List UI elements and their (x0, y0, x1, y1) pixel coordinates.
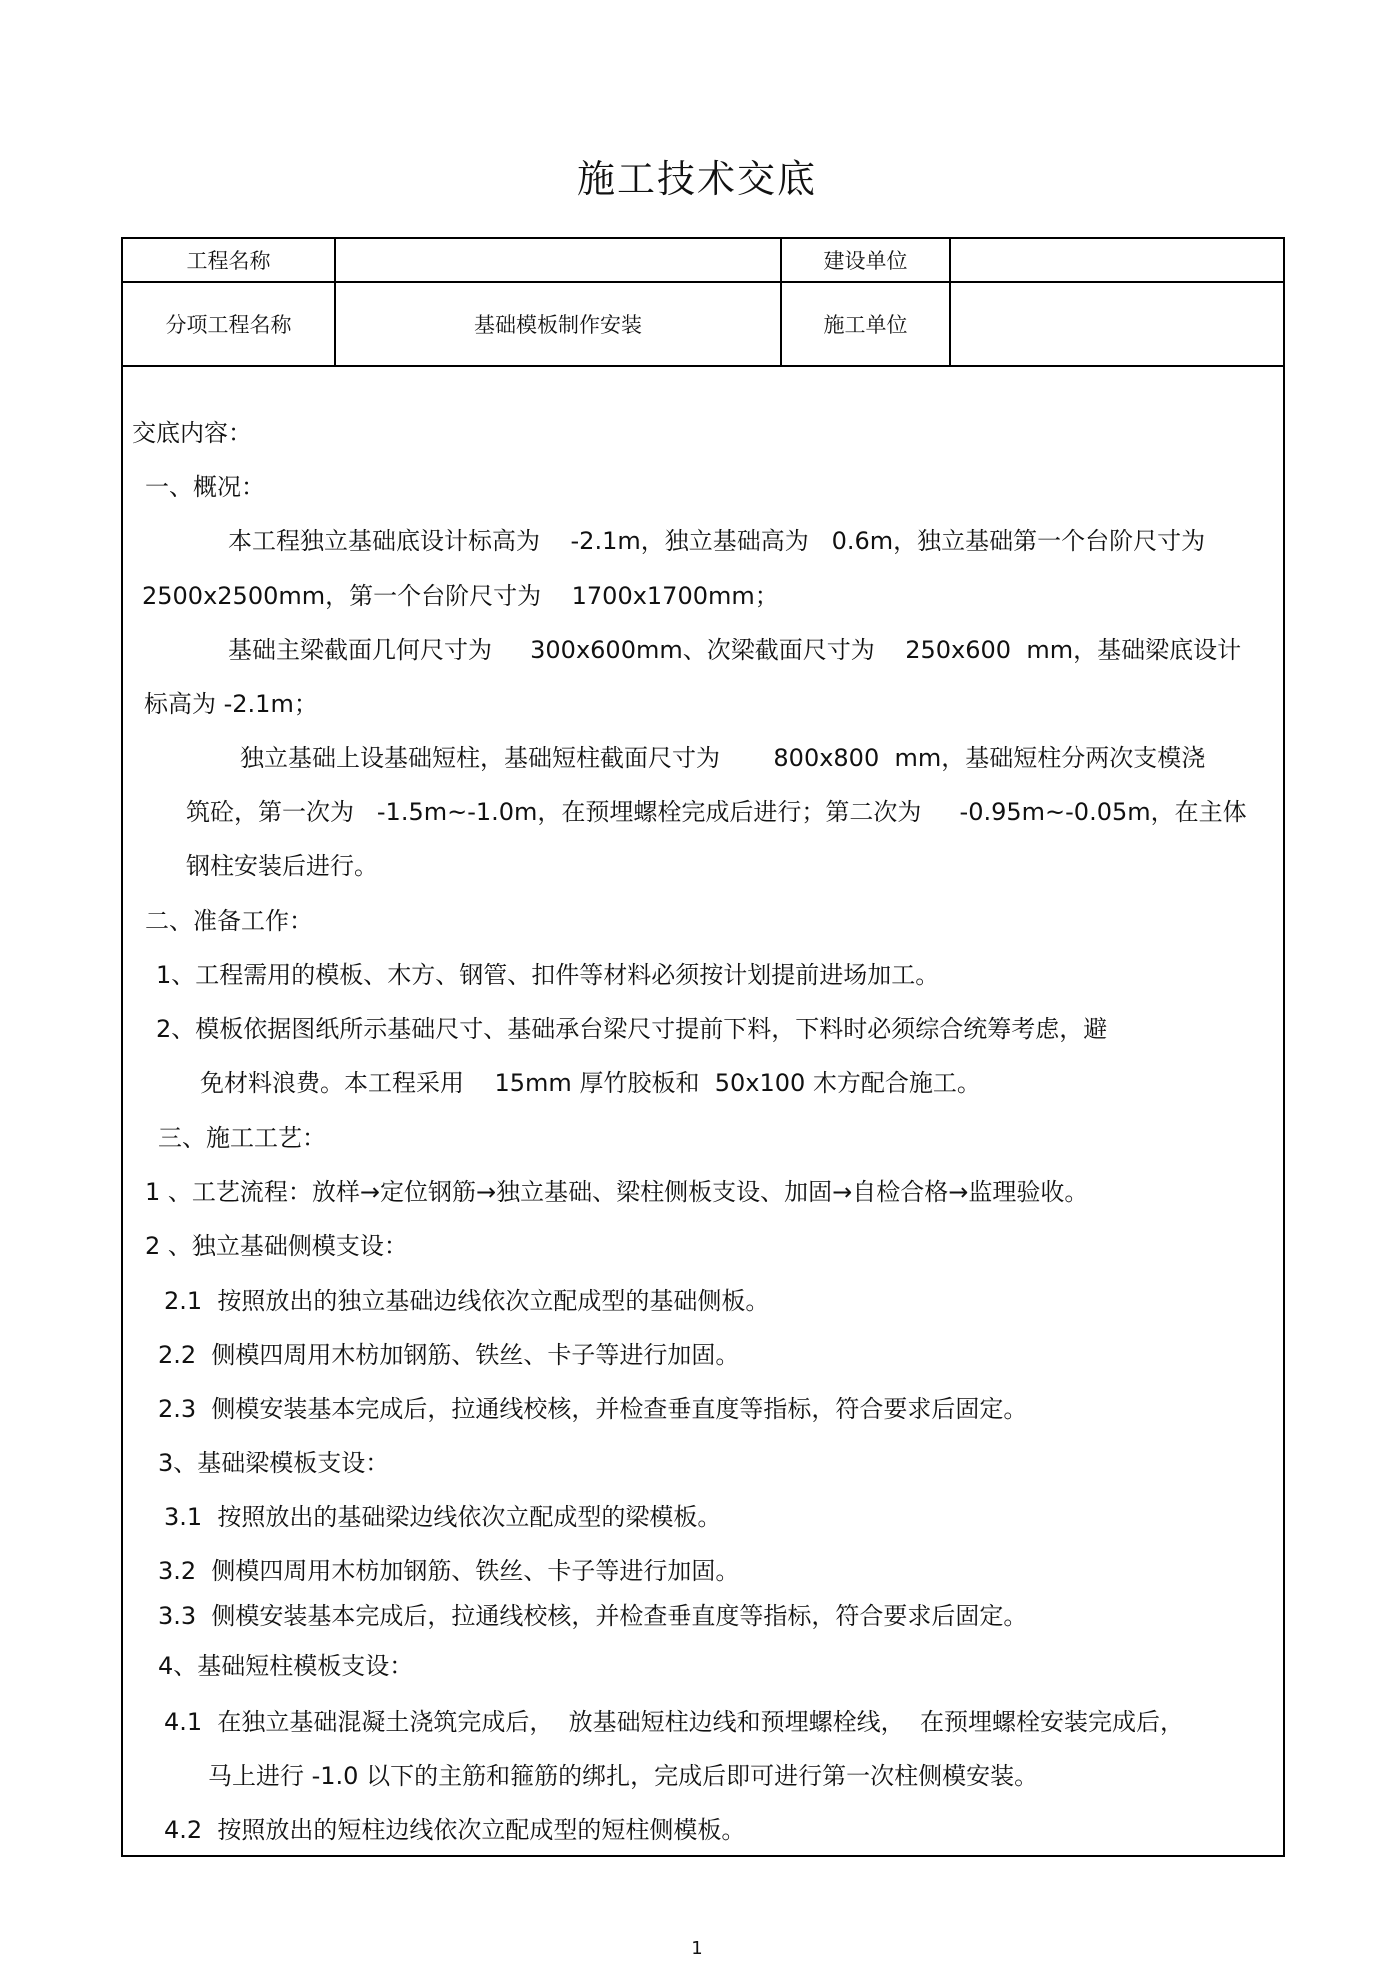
list-item: 3、基础梁模板支设： (158, 1449, 390, 1477)
list-item: 2.3 侧模安装基本完成后，拉通线校核，并检查垂直度等指标，符合要求后固定。 (158, 1395, 1028, 1423)
paragraph-line: 独立基础上设基础短柱，基础短柱截面尺寸为 800x800 mm，基础短柱分两次支模浇 (240, 744, 1206, 772)
list-item-continued: 马上进行 -1.0 以下的主筋和箍筋的绑扎，完成后即可进行第一次柱侧模安装。 (208, 1762, 1039, 1790)
document-title: 施工技术交底 (576, 157, 817, 201)
list-item: 2.1 按照放出的独立基础边线依次立配成型的基础侧板。 (164, 1287, 770, 1315)
page-number: 1 (691, 1938, 703, 1959)
list-item: 4、基础短柱模板支设： (158, 1652, 414, 1680)
list-item: 2 、独立基础侧模支设： (145, 1232, 408, 1260)
list-item: 1 、工艺流程：放样→定位钢筋→独立基础、梁柱侧板支设、加固→自检合格→监理验收。 (145, 1178, 1089, 1206)
project-name-label: 工程名称 (186, 249, 271, 273)
section-heading: 二、准备工作： (145, 907, 313, 935)
paragraph-line: 标高为 -2.1m； (144, 690, 318, 718)
sub-project-value: 基础模板制作安装 (474, 313, 642, 337)
sub-project-label: 分项工程名称 (165, 313, 292, 337)
paragraph-line: 钢柱安装后进行。 (186, 852, 378, 880)
list-item: 2、模板依据图纸所示基础尺寸、基础承台梁尺寸提前下料，下料时必须综合统筹考虑，避 (156, 1015, 1108, 1043)
section-heading: 三、施工工艺： (158, 1124, 326, 1152)
list-item: 1、工程需用的模板、木方、钢管、扣件等材料必须按计划提前进场加工。 (156, 961, 940, 989)
paragraph-line: 本工程独立基础底设计标高为 -2.1m，独立基础高为 0.6m，独立基础第一个台阶尺寸为 (228, 527, 1206, 555)
paragraph-line: 筑砼，第一次为 -1.5m~-1.0m，在预埋螺栓完成后进行；第二次为 -0.95m~-0.05m，在主体 (186, 798, 1247, 826)
constructor-value (951, 283, 1281, 365)
builder-value (951, 239, 1281, 281)
list-item-continued: 免材料浪费。本工程采用 15mm 厚竹胶板和 50x100 木方配合施工。 (200, 1069, 981, 1097)
list-item: 4.1 在独立基础混凝土浇筑完成后， 放基础短柱边线和预埋螺栓线， 在预埋螺栓安装完成后， (164, 1708, 1184, 1736)
builder-label: 建设单位 (823, 249, 908, 273)
paragraph-line: 2500x2500mm，第一个台阶尺寸为 1700x1700mm； (142, 582, 779, 610)
paragraph-line: 基础主梁截面几何尺寸为 300x600mm、次梁截面尺寸为 250x600 mm，基础梁底设计 (228, 636, 1242, 664)
content-heading: 交底内容： (132, 419, 252, 447)
project-name-value (336, 239, 780, 281)
constructor-label: 施工单位 (823, 313, 908, 337)
list-item: 3.2 侧模四周用木枋加钢筋、铁丝、卡子等进行加固。 (158, 1557, 740, 1585)
list-item: 3.1 按照放出的基础梁边线依次立配成型的梁模板。 (164, 1503, 722, 1531)
list-item: 2.2 侧模四周用木枋加钢筋、铁丝、卡子等进行加固。 (158, 1341, 740, 1369)
row-divider (123, 365, 1283, 367)
list-item: 4.2 按照放出的短柱边线依次立配成型的短柱侧模板。 (164, 1816, 746, 1844)
section-heading: 一、概况： (145, 473, 265, 501)
list-item: 3.3 侧模安装基本完成后，拉通线校核，并检查垂直度等指标，符合要求后固定。 (158, 1602, 1028, 1630)
